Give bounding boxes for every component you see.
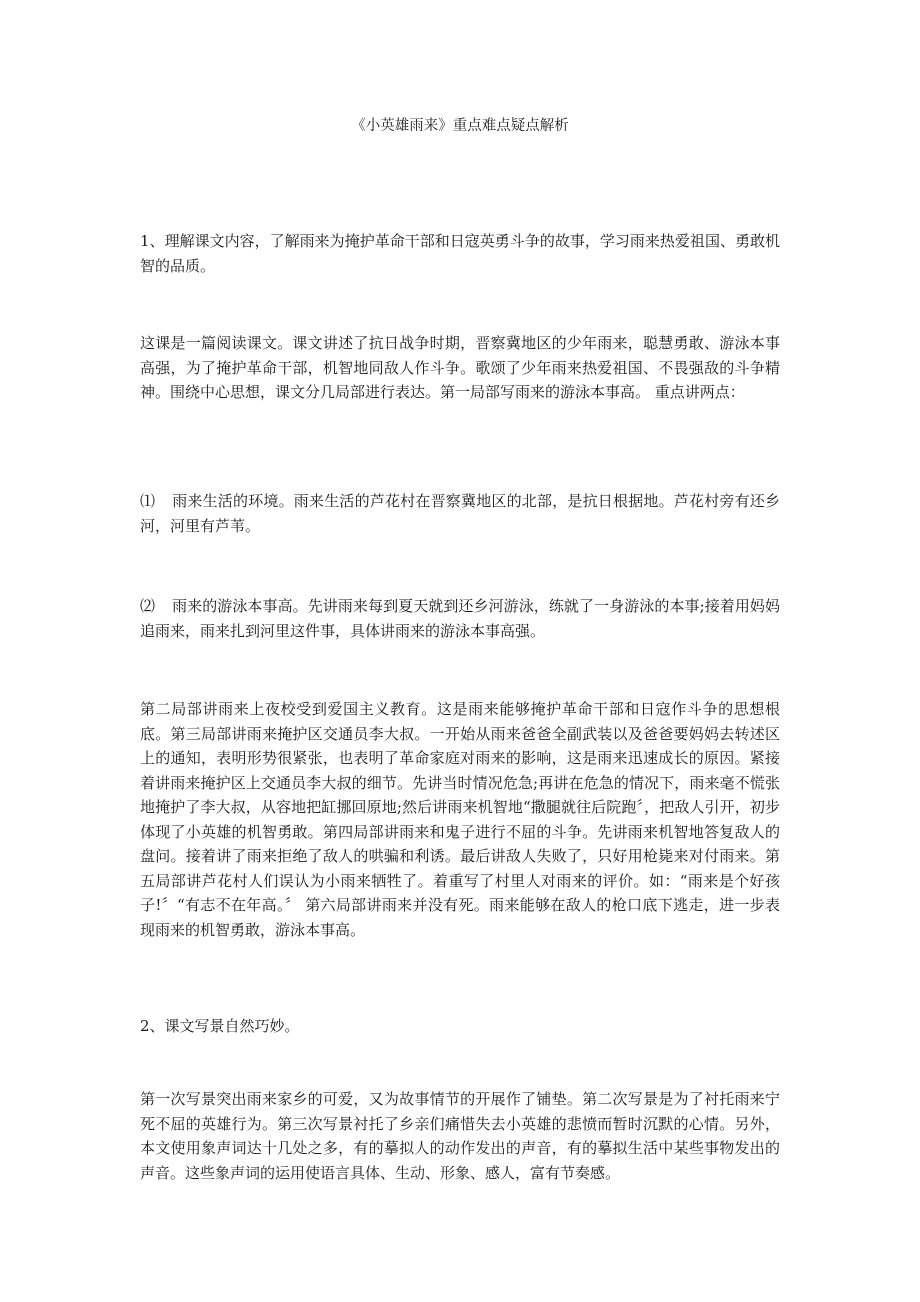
list-item-swimming (140, 594, 780, 643)
paragraph-overview: 这课是一篇阅读课文。课文讲述了抗日战争时期，晋察冀地区的少年雨来，聪慧勇敢、游泳本事高强，为了掩护革命干部，机智地同敌人作斗争。歌颂了少年雨来热爱祖国、不畏强敌的斗争精神。围绕中心思想，课文分几局部进行表达。第一局部写雨来的游泳本事高。 重点讲两点： (140, 334, 780, 401)
paragraph-objective-1: 1、理解课文内容，了解雨来为掩护革命干部和日寇英勇斗争的故事，学习雨来热爱祖国、勇敢机智的品质。 (140, 232, 780, 275)
paragraph-scenery: 第一次写景突出雨来家乡的可爱，又为故事情节的开展作了铺垫。第二次写景是为了衬托雨来宁死不屈的英雄行为。第三次写景衬托了乡亲们痛惜失去小英雄的悲愤而暂时沉默的心情。另外，本文使用象声词达十几处之多，有的摹拟人的动作发出的声音，有的摹拟生活中某些事物发出的声音。这些象声词的运用使语言具体、生动、形象、感人，富有节奏感。 (140, 1090, 780, 1182)
list-enumerator: ⑴ (140, 492, 156, 510)
list-enumerator: ⑵ (140, 597, 156, 615)
list-item-text: 雨来生活的环境。雨来生活的芦花村在晋察冀地区的北部，是抗日根据地。芦花村旁有还乡河，河里有芦苇。 (140, 492, 780, 535)
list-item-text: 雨来的游泳本事高。先讲雨来每到夏天就到还乡河游泳，练就了一身游泳的本事;接着用妈妈追雨来，雨来扎到河里这件事，具体讲雨来的游泳本事高强。 (140, 597, 780, 640)
paragraph-objective-2: 2、课文写景自然巧妙。 (140, 1017, 300, 1035)
document-title: 《小英雄雨来》重点难点疑点解析 (351, 118, 569, 134)
list-item-environment (140, 489, 780, 538)
paragraph-sections-analysis: 第二局部讲雨来上夜校受到爱国主义教育。这是雨来能够掩护革命干部和日寇作斗争的思想根底。第三局部讲雨来掩护区交通员李大叔。一开始从雨来爸爸全副武装以及爸爸要妈妈去转述区上的通知，表明形势很紧张，也表明了革命家庭对雨来的影响，这是雨来迅速成长的原因。紧接着讲雨来掩护区上交通员李大叔的细节。先讲当时情况危急;再讲在危急的情况下，雨来毫不慌张地掩护了李大叔，从容地把缸挪回原地;然后讲雨来机智地“撒腿就往后院跑〞，把敌人引开，初步体现了小英雄的机智勇敢。第四局部讲雨来和鬼子进行不屈的斗争。先讲雨来机智地答复敌人的盘问。接着讲了雨来拒绝了敌人的哄骗和利诱。最后讲敌人失败了，只好用枪毙来对付雨来。第五局部讲芦花村人们误认为小雨来牺牲了。着重写了村里人对雨来的评价。如：“雨来是个好孩子!〞“有志不在年高。〞 第六局部讲雨来并没有死。雨来能够在敌人的枪口底下逃走，进一步表现雨来的机智勇敢，游泳本事高。 (140, 700, 780, 939)
